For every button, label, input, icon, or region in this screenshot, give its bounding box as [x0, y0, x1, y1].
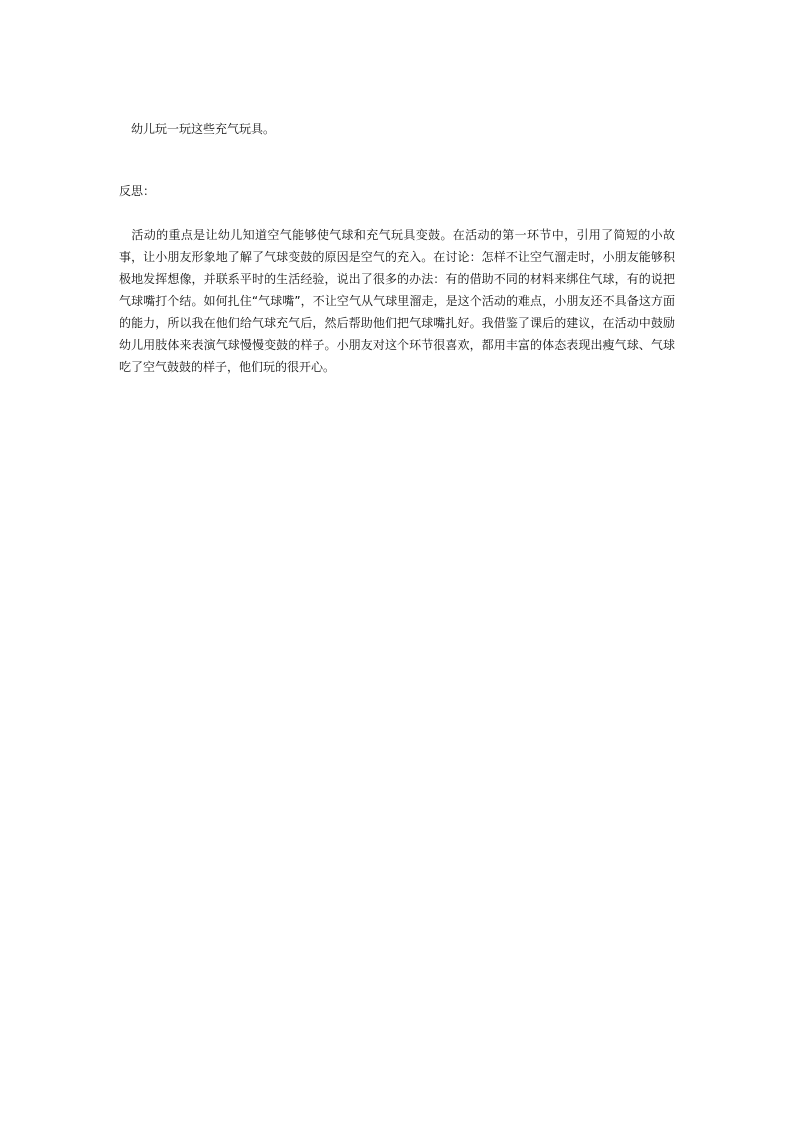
reflection-paragraph: 活动的重点是让幼儿知道空气能够使气球和充气玩具变鼓。在活动的第一环节中，引用了简短的小故事，让小朋友形象地了解了气球变鼓的原因是空气的充入。在讨论：怎样不让空气溜走时，小朋友能够积极地发挥想像，并联系平时的生活经验，说出了很多的办法：有的借助不同的材料来绑住气球，有的说把气球嘴打个结。如何扎住“气球嘴”，不让空气从气球里溜走，是这个活动的难点，小朋友还不具备这方面的能力，所以我在他们给气球充气后，然后帮助他们把气球嘴扎好。我借鉴了课后的建议，在活动中鼓励幼儿用肢体来表演气球慢慢变鼓的样子。小朋友对这个环节很喜欢，都用丰富的体态表现出瘦气球、气球吃了空气鼓鼓的样子，他们玩的很开心。	[119, 228, 675, 374]
activity-paragraph: 幼儿玩一玩这些充气玩具。	[119, 122, 276, 136]
reflection-heading: 反思：	[119, 184, 156, 198]
document-body	[119, 118, 675, 378]
